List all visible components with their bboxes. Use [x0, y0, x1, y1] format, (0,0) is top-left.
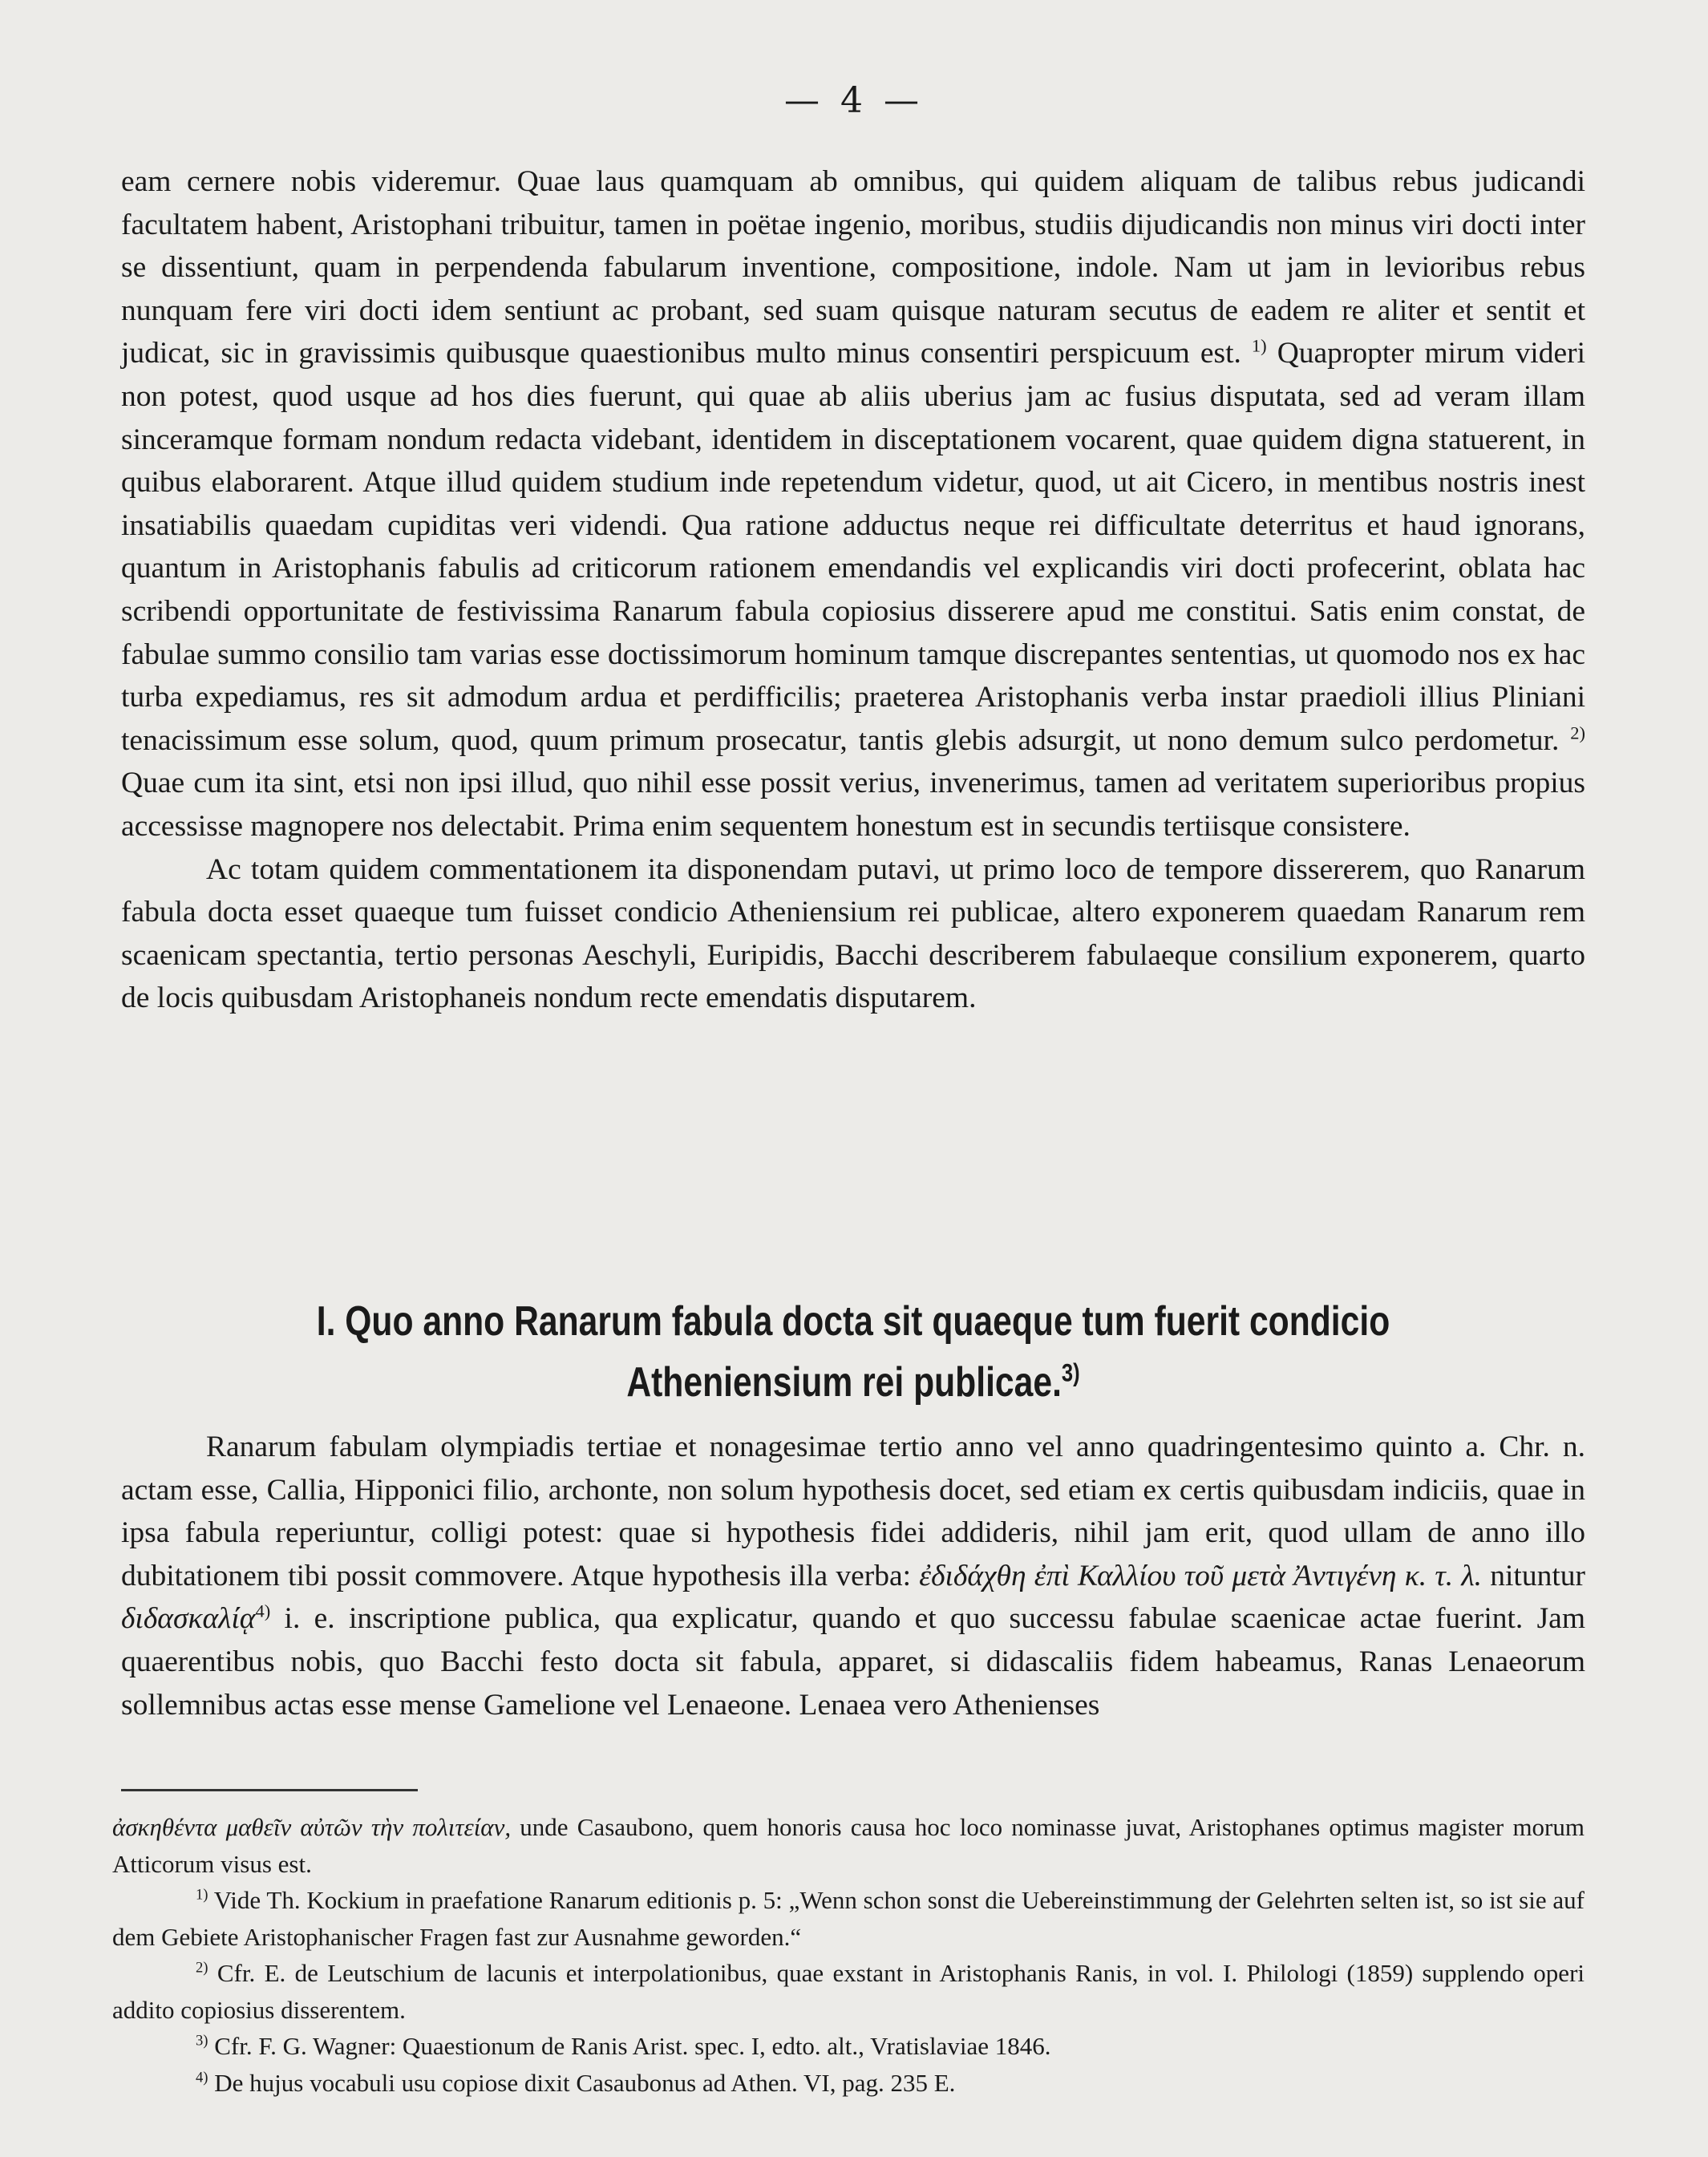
footnote-text: Cfr. F. G. Wagner: Quaestionum de Ranis Arist. spec. I, edto. alt., Vratislaviae 1846. [214, 2032, 1051, 2060]
footnote-text: Cfr. E. de Leutschium de lacunis et interpolationibus, quae exstant in Aristophanis Ranis, in vol. I. Philologi (1859) supplendo operi addito copiosius disserentem. [112, 1959, 1585, 2024]
page-number: — 4 — [784, 80, 924, 121]
footnote-3 [112, 2028, 1585, 2065]
footnotes [112, 1809, 1585, 2101]
section-part-a: Ranarum fabulam olympiadis tertiae et nonagesimae tertio anno vel anno quadringentesimo quinto a. Chr. n. actam esse, Callia, Hipponici filio, archonte, non solum hypothesis docet, sed etiam ex certis quibusdam indiciis, quae in ipsa fabula reperiuntur, colligi potest: quae si hypothesis fidei addideris, nihil jam erit, quod ullam de anno illo dubitationem tibi possit commovere. Atque hypothesis illa verba: [121, 1431, 1585, 1592]
section-part-b: nituntur [1482, 1559, 1585, 1592]
paragraph-2: Ac totam quidem commentationem ita disponendam putavi, ut primo loco de tempore dissererem, quo Ranarum fabula docta esset quaeque tum fuisset condicio Atheniensium rei publicae, altero exponerem quaedam Ranarum rem scaenicam spectantia, tertio personas Aeschyli, Euripidis, Bacchi describerem fabulaeque consilium exponerem, quarto de locis quibusdam Aristophaneis nondum recte emendatis disputarem. [121, 852, 1585, 1015]
section-text [121, 1426, 1585, 1726]
section-heading [253, 1291, 1453, 1413]
footnote-ref-2: 2) [1570, 722, 1586, 743]
footnote-2 [112, 1955, 1585, 2028]
footnote-mark: 4) [196, 2069, 208, 2086]
footnote-ref-3: 3) [1061, 1358, 1080, 1387]
paragraph-1-part-a: eam cernere nobis videremur. Quae laus quamquam ab omnibus, qui quidem aliquam de talibus rebus judicandi facultatem habent, Aristophani tribuitur, tamen in poëtae ingenio, moribus, studiis dijudicandis non minus viri docti inter se dissentiunt, quam in perpendenda fabularum inventione, compositione, indole. Nam ut jam in levioribus rebus nunquam fere viri docti idem sentiunt ac probant, sed suam quisque naturam secutus de eadem re aliter et sentit et judicat, sic in gravissimis quibusque quaestionibus multo minus consentiri perspicuum est. [121, 165, 1585, 370]
footnote-continuation-greek: ἀσκηθέντα μαθεῖν αὐτῶν τὴν πολιτείαν, [112, 1813, 512, 1841]
footnote-text: De hujus vocabuli usu copiose dixit Casaubonus ad Athen. VI, pag. 235 E. [214, 2068, 956, 2097]
footnote-mark: 2) [196, 1959, 208, 1977]
paragraph-1-part-b: Quapropter mirum videri non potest, quod usque ad hos dies fuerunt, qui quae ab aliis uberius jam ac fusius disputata, sed ad veram illam sinceramque formam nondum redacta videbant, identidem in disceptationem vocarent, quae quidem digna statuerent, in quibus elaborarent. Atque illud quidem studium inde repetendum videtur, quod, ut ait Cicero, in mentibus nostris inest insatiabilis quaedam cupiditas veri videndi. Qua ratione adductus neque rei difficultate deterritus et haud ignorans, quantum in Aristophanis fabulis ad criticorum rationem emendandis vel explicandis viri docti profecerint, oblata hac scribendi opportunitate de festivissima Ranarum fabula copiosius disserere apud me constitui. Satis enim constat, de fabulae summo consilio tam varias esse doctissimorum hominum tamque discrepantes sententias, ut quomodo nos ex hac turba expediamus, res sit admodum ardua et perdifficilis; praeterea Aristophanis verba instar praedioli illius Pliniani tenacissimum esse solum, quod, quum primum prosecatur, tantis glebis adsurgit, ut nono demum sulco perdometur. [121, 337, 1586, 757]
greek-word: διδασκαλίᾳ [121, 1602, 256, 1636]
section-paragraph [121, 1426, 1585, 1726]
footnote-1 [112, 1882, 1585, 1955]
footnote-text: Vide Th. Kockium in praefatione Ranarum editionis p. 5: „Wenn schon sonst die Uebereinstimmung der Gelehrten selten ist, so ist sie auf dem Gebiete Aristophanischer Fragen fast zur Ausnahme geworden.“ [112, 1886, 1585, 1951]
paragraph-1-part-c: Quae cum ita sint, etsi non ipsi illud, quo nihil esse possit verius, invenerimus, tamen ad veritatem superioribus propius accessisse magnopere nos delectabit. Prima enim sequentem honestum est in secundis tertiisque consistere. [121, 767, 1585, 843]
footnote-ref-4: 4) [255, 1601, 271, 1621]
paragraph-1 [121, 160, 1585, 848]
section-heading-text: I. Quo anno Ranarum fabula docta sit quaeque tum fuerit condicio Atheniensium rei publicae. [316, 1298, 1390, 1406]
footnote-ref-1: 1) [1251, 335, 1267, 356]
footnote-continuation [112, 1809, 1585, 1882]
footnote-divider [121, 1789, 418, 1791]
footnote-continuation-text: unde Casaubono, quem honoris causa hoc loco nominasse juvat, Aristophanes optimus magister morum Atticorum visus est. [112, 1813, 1585, 1878]
section-part-c: i. e. inscriptione publica, qua explicatur, quando et quo successu fabulae scaenicae actae fuerint. Jam quaerentibus nobis, quo Bacchi festo docta sit fabula, apparet, si didascaliis fidem habeamus, Ranas Lenaeorum sollemnibus actas esse mense Gamelione vel Lenaeone. Lenaea vero Athenienses [121, 1602, 1585, 1722]
footnote-mark: 1) [196, 1886, 208, 1904]
greek-quote: ἐδιδάχθη ἐπὶ Καλλίου τοῦ μετὰ Ἀντιγένη κ. τ. λ. [919, 1559, 1483, 1592]
main-text [121, 160, 1585, 1020]
footnote-4 [112, 2065, 1585, 2102]
footnote-mark: 3) [196, 2032, 208, 2050]
